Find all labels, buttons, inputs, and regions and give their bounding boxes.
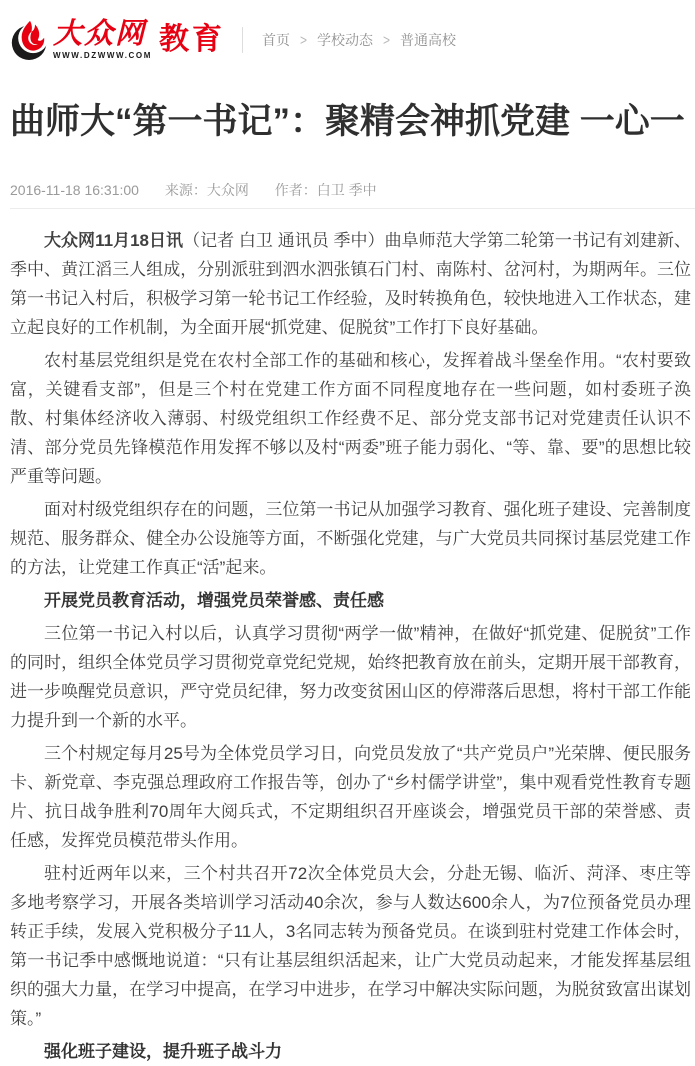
article-body: [10, 226, 691, 1066]
site-header: [0, 0, 695, 66]
article: [0, 98, 695, 1066]
article-paragraph: 三个村规定每月25号为全体党员学习日，向党员发放了“共产党员户”光荣牌、便民服务卡、新党章、李克强总理政府工作报告等，创办了“乡村儒学讲堂”，集中观看党性教育专题片、抗日战争胜利70周年大阅兵式，不定期组织召开座谈会，增强党员干部的荣誉感、责任感，发挥党员模范带头作用。: [10, 744, 691, 850]
breadcrumb-item-0[interactable]: 首页: [262, 32, 290, 48]
source-label: 来源：: [164, 182, 207, 198]
section-link-education[interactable]: 教育: [159, 23, 225, 56]
article-paragraph: 驻村近两年以来，三个村共召开72次全体党员大会，分赴无锡、临沂、菏泽、枣庄等多地考察学习，开展各类培训学习活动40余次，参与人数达600余人，为7位预备党员办理转正手续，发展入党积极分子11人，3名同志转为预备党员。在谈到驻村党建工作体会时，第一书记季中感慨地说道：“只有让基层组织活起来，让广大党员动起来，才能发挥基层组织的强大力量，在学习中提高，在学习中进步，在学习中解决实际问题，为脱贫致富出谋划策。”: [10, 864, 691, 1028]
logo-site-name: 大众网: [53, 18, 147, 50]
paragraph-lead-bold: 大众网11月18日讯: [44, 231, 184, 250]
article-meta: [10, 182, 685, 198]
header-divider: [242, 27, 243, 53]
meta-divider: [10, 208, 695, 209]
publish-datetime: 2016-11-18 16:31:00: [10, 182, 139, 198]
site-logo[interactable]: [10, 18, 152, 62]
article-title: 曲师大“第一书记”：聚精会神抓党建 一心一: [10, 102, 685, 141]
article-paragraph: 面对村级党组织存在的问题，三位第一书记从加强学习教育、强化班子建设、完善制度规范、服务群众、健全办公设施等方面，不断强化党建，与广大党员共同探讨基层党建工作的方法，让党建工作真正“活”起来。: [10, 500, 691, 577]
breadcrumb-separator-icon: >: [300, 31, 308, 49]
article-paragraph: 大众网11月18日讯（记者 白卫 通讯员 季中）曲阜师范大学第二轮第一书记有刘建新、季中、黄江滔三人组成，分别派驻到泗水泗张镇石门村、南陈村、岔河村，为期两年。三位第一书记入村后，积极学习第一轮书记工作经验，及时转换角色，较快地进入工作状态，建立起良好的工作机制，为全面开展“抓党建、促脱贫”工作打下良好基础。: [10, 231, 691, 337]
author-value: 白卫 季中: [316, 182, 377, 198]
section-subheading: 开展党员教育活动，增强党员荣誉感、责任感: [44, 591, 384, 610]
article-source: [165, 182, 249, 198]
breadcrumb-item-2[interactable]: 普通高校: [400, 32, 457, 48]
logo-text: [53, 20, 152, 60]
author-label: 作者：: [274, 182, 317, 198]
logo-domain: WWW.DZWWW.COM: [53, 51, 152, 60]
article-paragraph: 农村基层党组织是党在农村全部工作的基础和核心，发挥着战斗堡垒作用。“农村要致富，关键看支部”，但是三个村在党建工作方面不同程度地存在一些问题，如村委班子涣散、村集体经济收入薄弱、村级党组织工作经费不足、部分党支部书记对党建责任认识不清、部分党员先锋模范作用发挥不够以及村“两委”班子能力弱化、“等、靠、要”的思想比较严重等问题。: [10, 351, 691, 486]
article-author: [275, 182, 377, 198]
dzwww-flame-icon: [10, 18, 50, 62]
section-subheading: 强化班子建设，提升班子战斗力: [44, 1042, 282, 1061]
breadcrumb-item-1[interactable]: 学校动态: [317, 32, 374, 48]
source-value: 大众网: [206, 182, 249, 198]
breadcrumb: [262, 30, 456, 50]
article-paragraph: 三位第一书记入村以后，认真学习贯彻“两学一做”精神，在做好“抓党建、促脱贫”工作的同时，组织全体党员学习贯彻党章党纪党规，始终把教育放在前头，定期开展干部教育，进一步唤醒党员意识，严守党员纪律，努力改变贫困山区的停滞落后思想，将村干部工作能力提升到一个新的水平。: [10, 624, 691, 730]
breadcrumb-separator-icon: >: [383, 31, 391, 49]
